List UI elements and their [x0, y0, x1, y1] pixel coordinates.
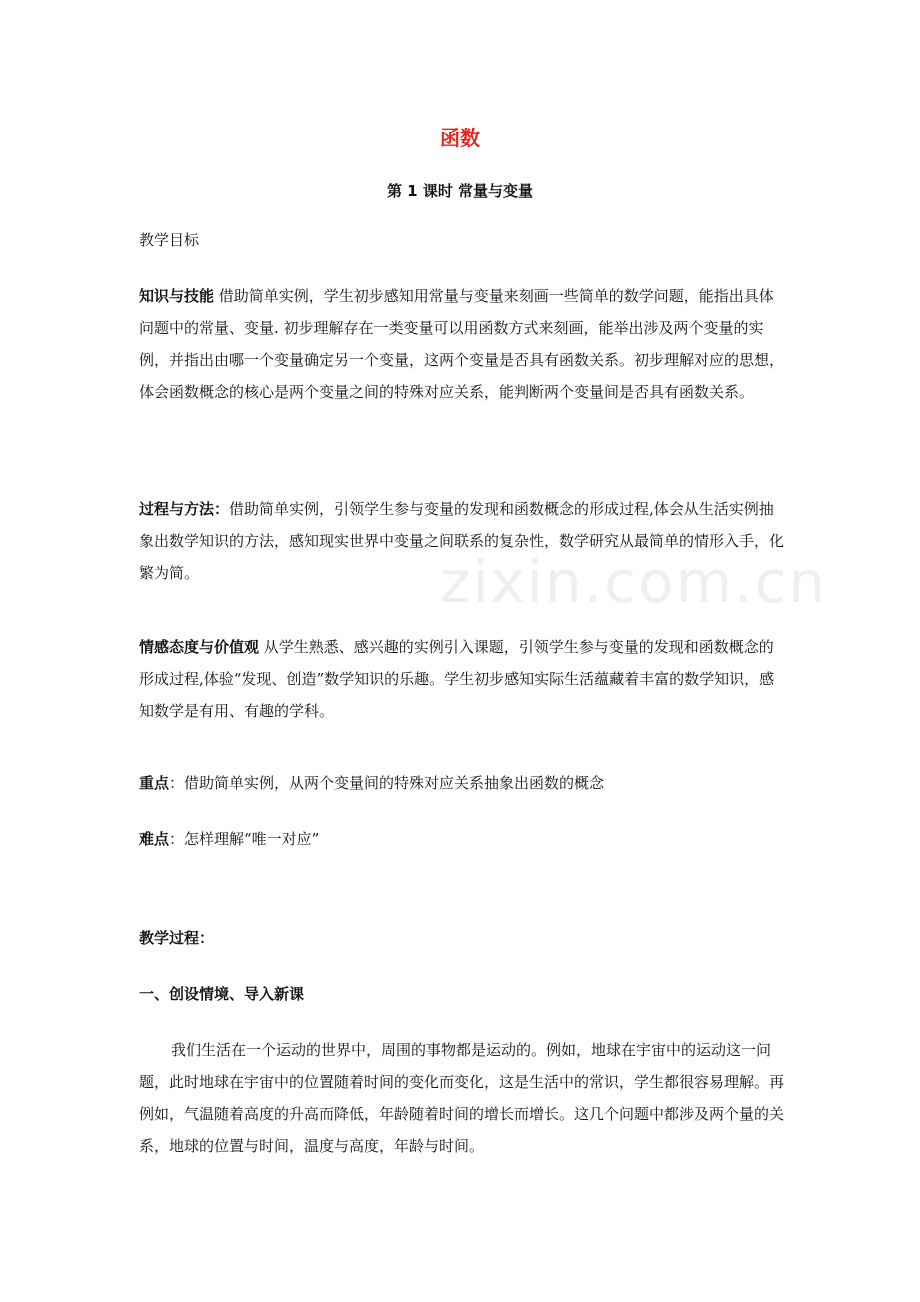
document-title: 函数 [440, 126, 480, 150]
process-methods-paragraph [139, 493, 784, 589]
emotion-values-paragraph [139, 631, 784, 727]
key-point-text: ：借助简单实例，从两个变量间的特殊对应关系抽象出函数的概念 [169, 774, 605, 792]
section-1-paragraph: 我们生活在一个运动的世界中，周围的事物都是运动的。例如，地球在宇宙中的运动这一问题，此时地球在宇宙中的位置随着时间的变化而变化，这是生活中的常识，学生都很容易理解。再例如，气温随着高度的升高而降低，年龄随着时间的增长而增长。这几个问题中都涉及两个量的关系，地球的位置与时间，温度与高度，年龄与时间。 [139, 1041, 785, 1155]
knowledge-skills-label: 知识与技能 [139, 287, 215, 305]
difficulty-text: ：怎样理解“唯一对应” [169, 830, 320, 848]
knowledge-skills-text: 借助简单实例，学生初步感知用常量与变量来刻画一些简单的数学问题，能指出具体问题中的常量、变量. 初步理解存在一类变量可以用函数方式来刻画，能举出涉及两个变量的实例，并指出由哪一个变量确定另一个变量，这两个变量是否具有函数关系。初步理解对应的思想，体会函数概念的核心是两个变量之间的特殊对应关系，能判断两个变量间是否具有函数关系。 [139, 287, 785, 401]
teaching-process-heading: 教学过程： [139, 929, 215, 947]
process-methods-text: 借助简单实例，引领学生参与变量的发现和函数概念的形成过程,体会从生活实例抽象出数学知识的方法，感知现实世界中变量之间联系的复杂性，数学研究从最简单的情形入手，化繁为简。 [139, 500, 785, 582]
lesson-subtitle: 第 1 课时 常量与变量 [386, 182, 534, 200]
watermark: zixin.com.cn [440, 548, 828, 616]
emotion-values-label: 情感态度与价值观 [139, 638, 260, 656]
key-point-paragraph [139, 767, 784, 799]
process-methods-label: 过程与方法： [139, 500, 230, 518]
section-1-heading: 一、创设情境、导入新课 [139, 985, 305, 1003]
emotion-values-text: 从学生熟悉、感兴趣的实例引入课题，引领学生参与变量的发现和函数概念的形成过程,体验“发现、创造”数学知识的乐趣。学生初步感知实际生活蕴藏着丰富的数学知识，感知数学是有用、有趣的学科。 [139, 638, 775, 720]
key-point-label: 重点 [139, 774, 170, 792]
difficulty-label: 难点 [139, 830, 170, 848]
objectives-heading: 教学目标 [139, 231, 200, 249]
difficulty-paragraph [139, 823, 784, 855]
knowledge-skills-paragraph [139, 280, 784, 408]
